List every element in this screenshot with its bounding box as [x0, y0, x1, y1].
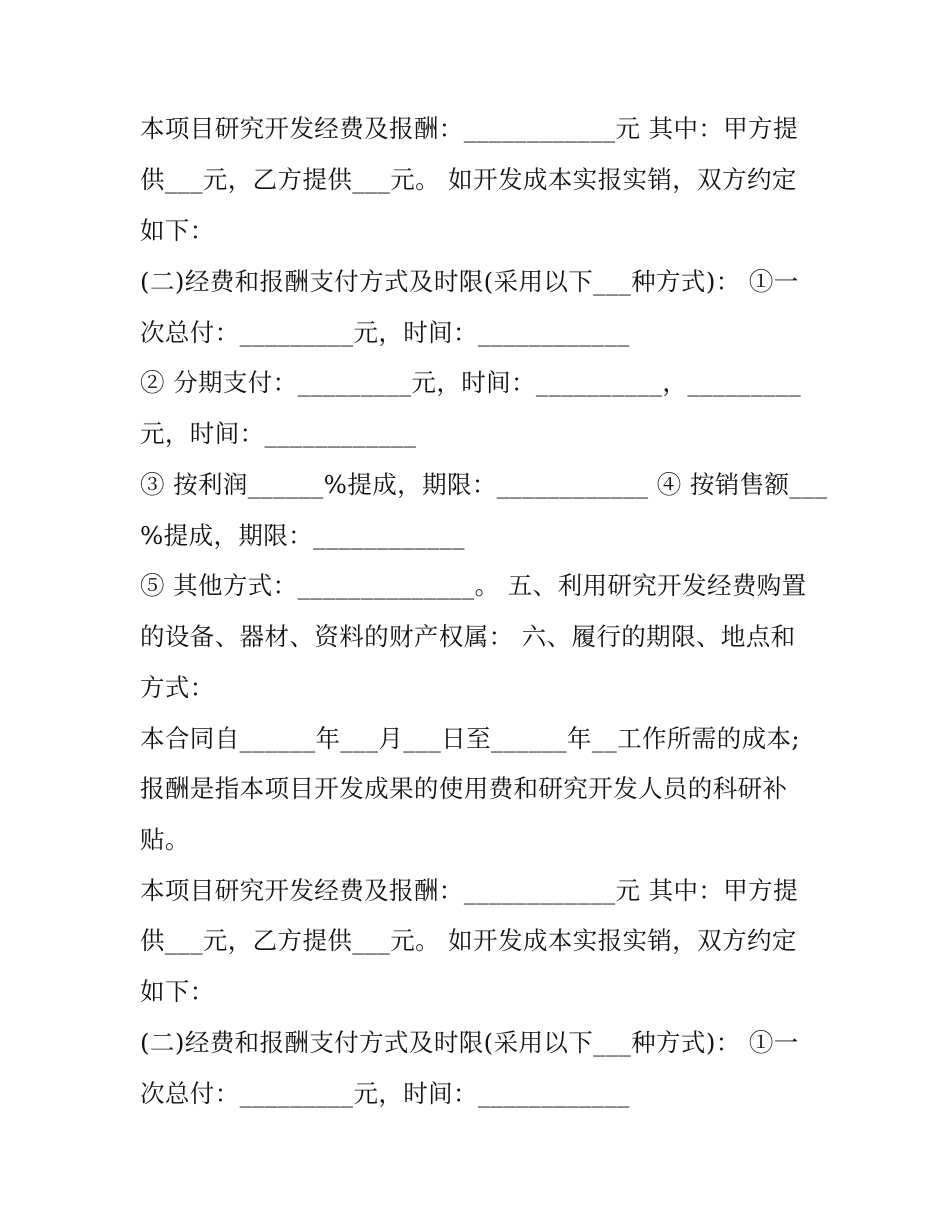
text-line: 报酬是指本项目开发成果的使用费和研究开发人员的科研补 [140, 774, 788, 803]
text-line: 方式： [140, 673, 215, 702]
text-line: 次总付：_________元，时间：____________ [140, 318, 630, 347]
text-line: 的设备、器材、资料的财产权属： 六、履行的期限、地点和 [140, 622, 796, 651]
text-line: 次总付：_________元，时间：____________ [140, 1079, 630, 1108]
text-line: ② 分期支付：_________元，时间：__________，_________ [140, 368, 802, 397]
text-line: (二)经费和报酬支付方式及时限(采用以下___种方式)： ①一 [140, 1028, 799, 1057]
text-line: ③ 按利润______%提成，期限：____________ ④ 按销售额___ [140, 470, 828, 499]
text-line: 本合同自______年___月___日至______年__工作所需的成本; [140, 724, 801, 753]
text-line: 如下： [140, 977, 215, 1006]
text-line: 如下： [140, 216, 215, 245]
text-line: 本项目研究开发经费及报酬：____________元 其中：甲方提 [140, 876, 798, 905]
text-line: 元，时间：____________ [140, 419, 417, 448]
text-line: 供___元，乙方提供___元。 如开发成本实报实销，双方约定 [140, 165, 797, 194]
text-line: 供___元，乙方提供___元。 如开发成本实报实销，双方约定 [140, 926, 797, 955]
text-line: ⑤ 其他方式：______________。 五、利用研究开发经费购置 [140, 571, 807, 600]
text-line: 贴。 [140, 825, 190, 854]
text-line: (二)经费和报酬支付方式及时限(采用以下___种方式)： ①一 [140, 267, 799, 296]
text-line: 本项目研究开发经费及报酬：____________元 其中：甲方提 [140, 114, 798, 143]
text-line: %提成，期限：____________ [140, 521, 465, 550]
